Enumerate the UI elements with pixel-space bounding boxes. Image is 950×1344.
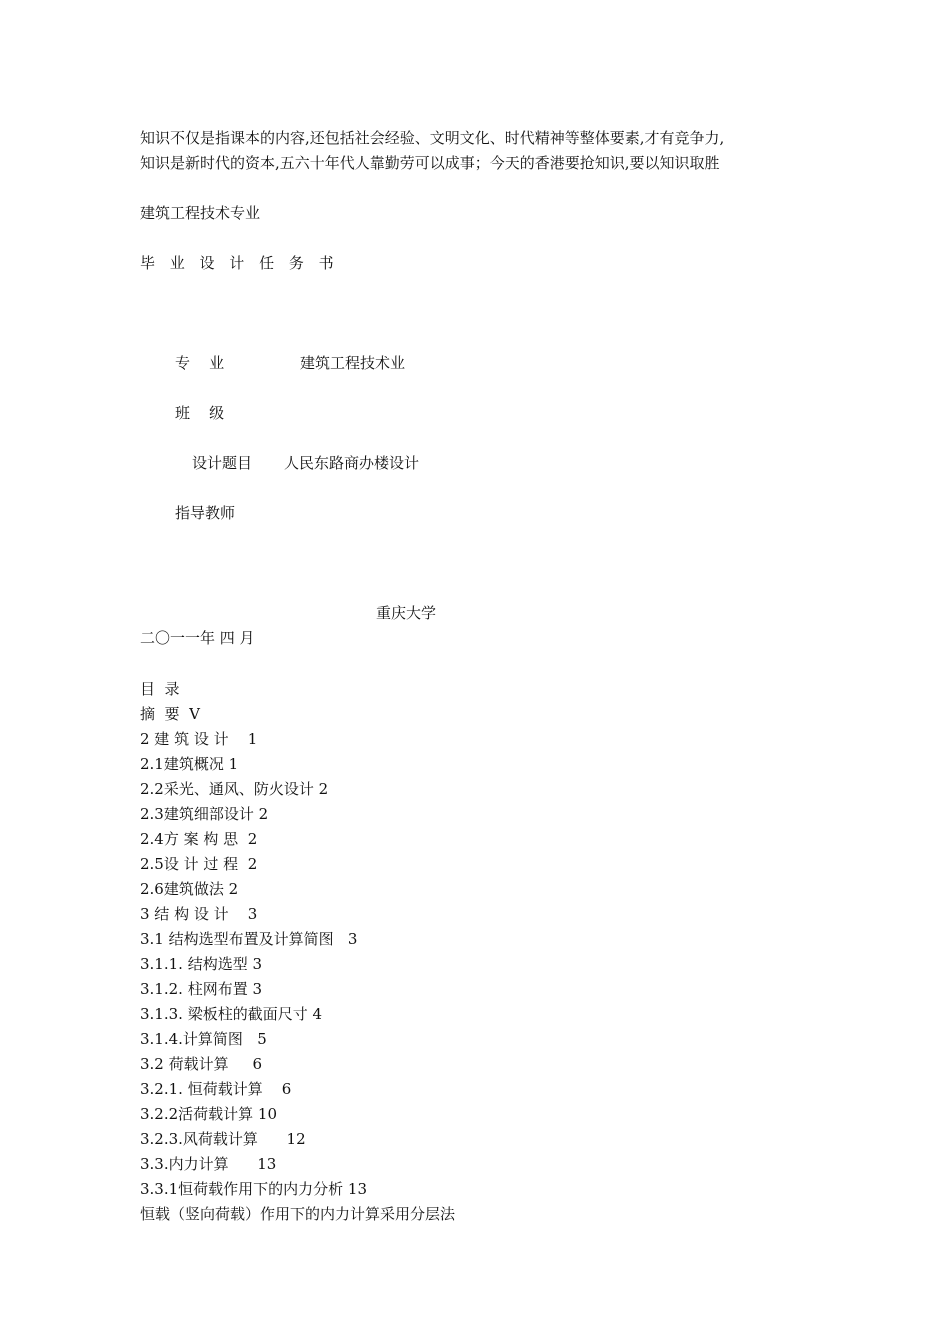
toc-item: 2.3建筑细部设计 2 — [140, 805, 269, 823]
major-label: 专 业 — [175, 354, 225, 372]
toc-item: 3.1.3. 梁板柱的截面尺寸 4 — [140, 1005, 323, 1023]
major-title: 建筑工程技术专业 — [140, 204, 261, 222]
class-label: 班 级 — [175, 404, 225, 422]
topic-label: 设计题目 — [192, 454, 253, 472]
toc-item: 2.5设 计 过 程 2 — [140, 855, 258, 873]
topic-value: 人民东路商办楼设计 — [284, 454, 420, 472]
major-value: 建筑工程技术业 — [300, 354, 406, 372]
toc-item: 3.3.内力计算 13 — [140, 1155, 277, 1173]
toc-item: 3.1.4.计算简图 5 — [140, 1030, 267, 1048]
toc-item: 恒载（竖向荷载）作用下的内力计算采用分层法 — [140, 1205, 456, 1223]
toc-item: 摘 要 V — [140, 705, 200, 723]
toc-item: 3.1.2. 柱网布置 3 — [140, 980, 263, 998]
toc-item: 3.1.1. 结构选型 3 — [140, 955, 263, 973]
toc-item: 3.2.3.风荷载计算 12 — [140, 1130, 306, 1148]
toc-item: 2.6建筑做法 2 — [140, 880, 239, 898]
toc-item: 2.2采光、通风、防火设计 2 — [140, 780, 329, 798]
toc-item: 3.1 结构选型布置及计算简图 3 — [140, 930, 358, 948]
toc-item: 3.2.2活荷载计算 10 — [140, 1105, 278, 1123]
toc-item: 2.1建筑概况 1 — [140, 755, 239, 773]
toc-item: 2.4方 案 构 思 2 — [140, 830, 258, 848]
university-name: 重庆大学 — [376, 604, 437, 622]
toc-item: 3 结 构 设 计 3 — [140, 905, 258, 923]
toc-list — [140, 702, 455, 1227]
toc-item: 3.2 荷载计算 6 — [140, 1055, 263, 1073]
intro-paragraph-line-2: 知识是新时代的资本,五六十年代人靠勤劳可以成事；今天的香港要抢知识,要以知识取胜 — [140, 154, 720, 172]
document-date: 二〇一一年 四 月 — [140, 629, 255, 647]
toc-item: 3.2.1. 恒荷载计算 6 — [140, 1080, 292, 1098]
toc-item: 3.3.1恒荷载作用下的内力分析 13 — [140, 1180, 368, 1198]
advisor-label: 指导教师 — [175, 504, 236, 522]
toc-title: 目 录 — [140, 680, 180, 698]
toc-item: 2 建 筑 设 计 1 — [140, 730, 258, 748]
task-book-title: 毕 业 设 计 任 务 书 — [140, 254, 339, 272]
table-of-contents — [140, 677, 455, 1227]
intro-paragraph-line-1: 知识不仅是指课本的内容,还包括社会经验、文明文化、时代精神等整体要素,才有竞争力, — [140, 129, 725, 147]
